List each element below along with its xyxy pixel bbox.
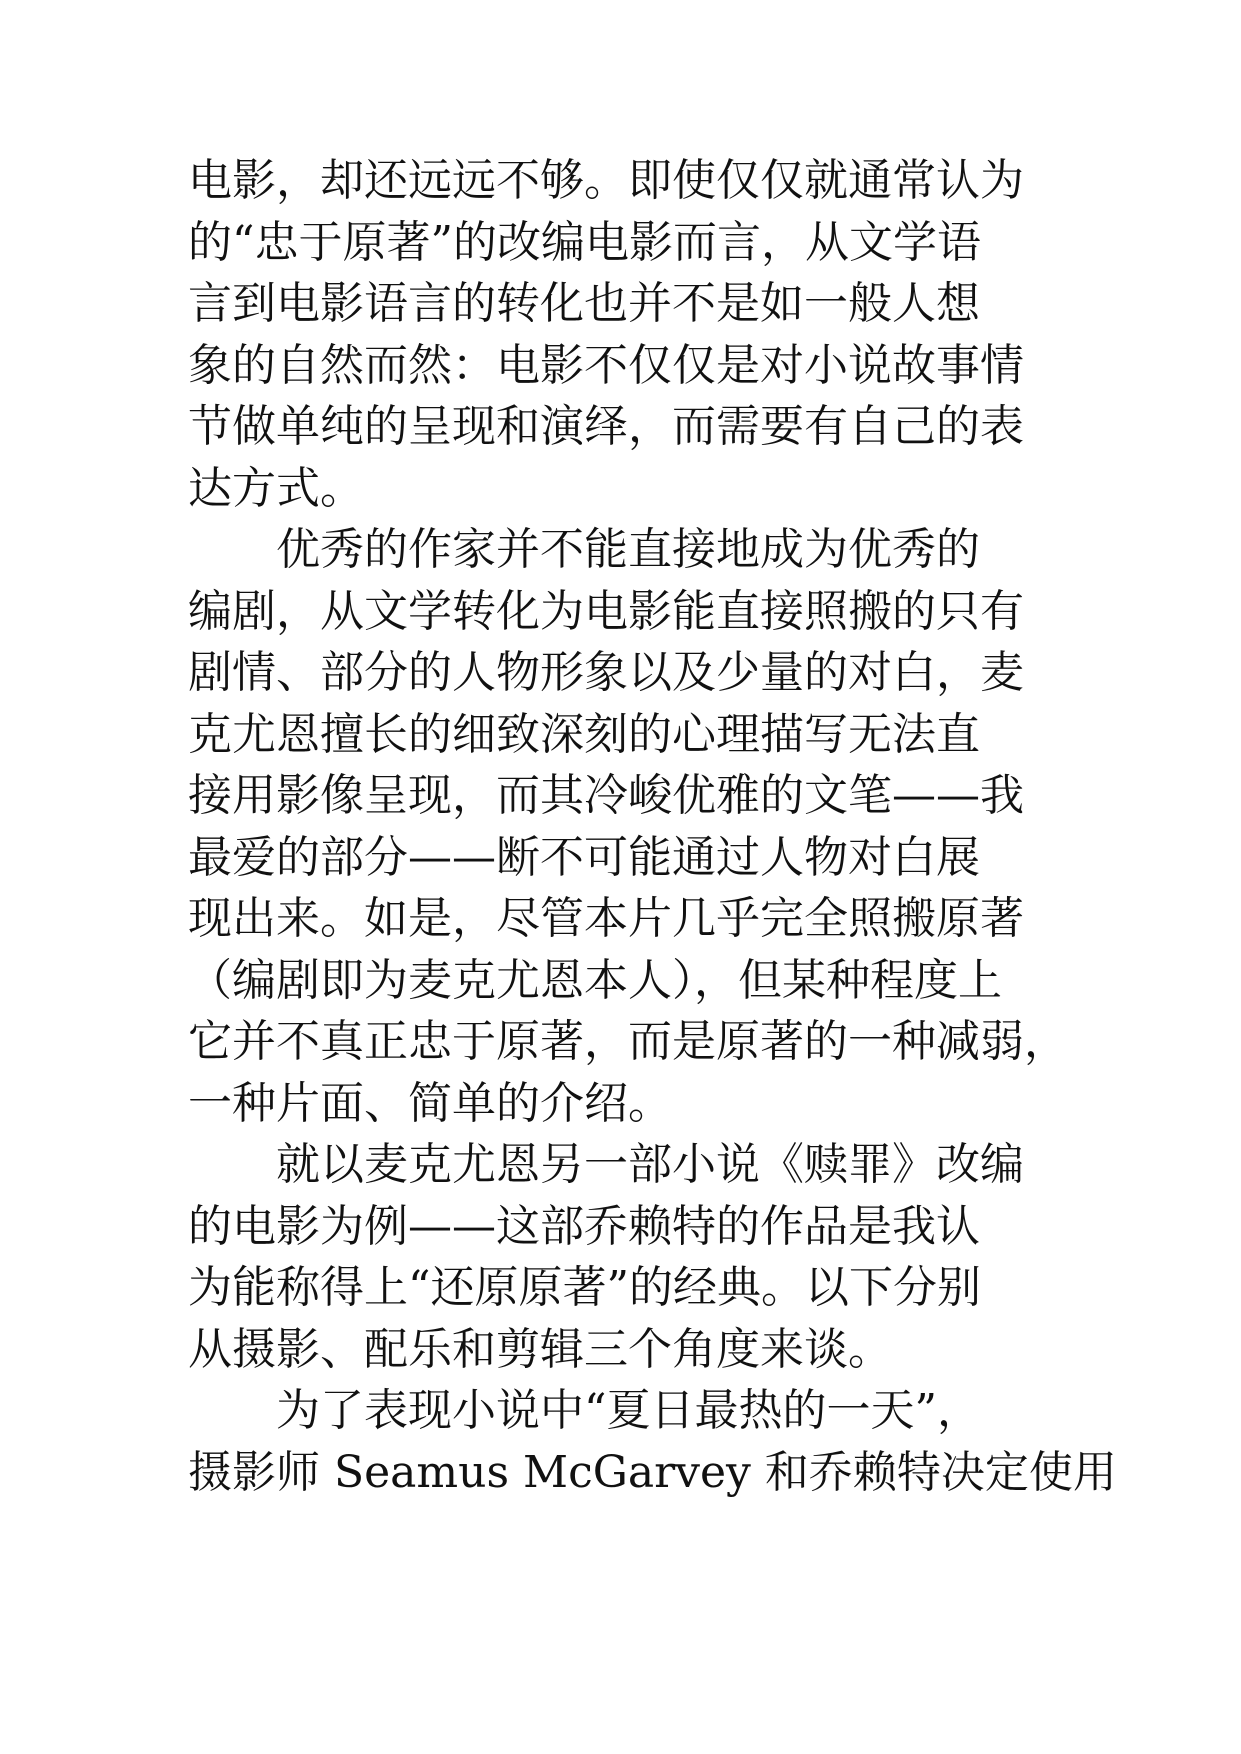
text-line: 就以麦克尤恩另一部小说《赎罪》改编 bbox=[188, 1139, 1024, 1190]
text-line: 现出来。如是，尽管本片几乎完全照搬原著 bbox=[188, 893, 1024, 944]
text-line: （编剧即为麦克尤恩本人），但某种程度上 bbox=[188, 954, 1002, 1006]
text-line: 的“忠于原著”的改编电影而言，从文学语 bbox=[188, 216, 981, 268]
text-line: 为能称得上“还原原著”的经典。以下分别 bbox=[188, 1262, 981, 1313]
text-line: 最爱的部分——断不可能通过人物对白展 bbox=[188, 831, 980, 883]
text-line: 言到电影语言的转化也并不是如一般人想 bbox=[188, 278, 980, 329]
text-line: 优秀的作家并不能直接地成为优秀的 bbox=[188, 524, 980, 575]
text-line: 达方式。 bbox=[188, 462, 364, 514]
text-line: 电影，却还远远不够。即使仅仅就通常认为 bbox=[188, 155, 1024, 206]
text-line: 象的自然而然：电影不仅仅是对小说故事情 bbox=[188, 339, 1024, 391]
text-line: 接用影像呈现，而其冷峻优雅的文笔——我 bbox=[188, 770, 1024, 821]
text-line: 编剧，从文学转化为电影能直接照搬的只有 bbox=[188, 585, 1024, 637]
text-line: 一种片面、简单的介绍。 bbox=[188, 1077, 672, 1129]
text-line: 从摄影、配乐和剪辑三个角度来谈。 bbox=[188, 1323, 892, 1375]
text-line: 它并不真正忠于原著，而是原著的一种减弱， bbox=[188, 1016, 1068, 1067]
text-line: 剧情、部分的人物形象以及少量的对白，麦 bbox=[188, 647, 1024, 698]
text-line: 克尤恩擅长的细致深刻的心理描写无法直 bbox=[188, 708, 980, 760]
text-line: 的电影为例——这部乔赖特的作品是我认 bbox=[188, 1200, 980, 1252]
text-line: 节做单纯的呈现和演绎，而需要有自己的表 bbox=[188, 401, 1024, 452]
text-line: 摄影师 Seamus McGarvey 和乔赖特决定使用 bbox=[188, 1446, 1117, 1498]
text-line: 为了表现小说中“夏日最热的一天”， bbox=[188, 1385, 981, 1436]
body-text bbox=[188, 150, 1117, 1503]
